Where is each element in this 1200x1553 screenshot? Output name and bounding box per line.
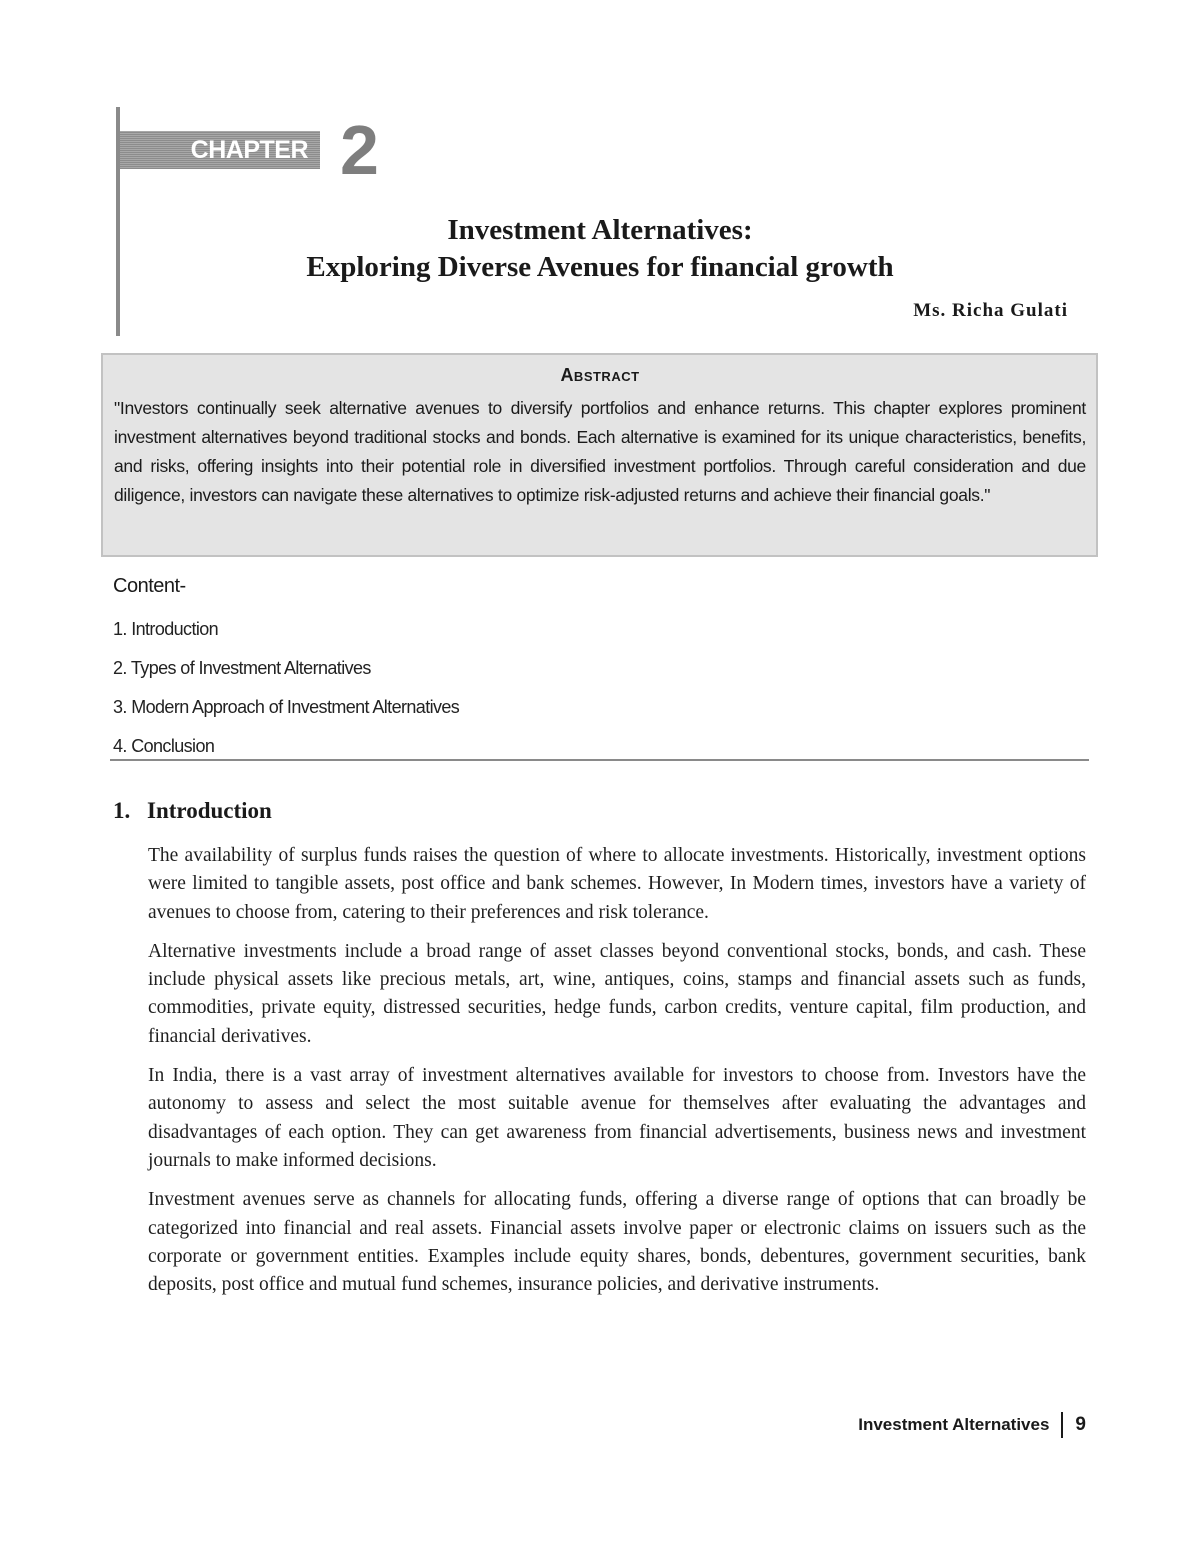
page-footer	[858, 1412, 1086, 1438]
section-title: Introduction	[147, 798, 272, 823]
body-paragraph: Investment avenues serve as channels for allocating funds, offering a diverse range of options that can broadly be categorized into financial and real assets. Financial assets involve paper or electronic claims on issuers such as the corporate or government entities. Examples include equity shares, bonds, debentures, government securities, bank deposits, post office and mutual fund schemes, insurance policies, and derivative instruments.	[148, 1189, 1086, 1296]
contents-list	[113, 615, 459, 771]
chapter-title-line1: Investment Alternatives:	[447, 214, 753, 246]
running-title: Investment Alternatives	[858, 1415, 1050, 1434]
chapter-label: CHAPTER	[120, 131, 320, 169]
contents-item: 1. Introduction	[113, 619, 219, 639]
contents-item: 4. Conclusion	[113, 736, 215, 756]
author-name: Ms. Richa Gulati	[913, 300, 1068, 321]
section-number: 1.	[113, 798, 131, 823]
abstract-box	[101, 353, 1098, 557]
contents-item: 2. Types of Investment Alternatives	[113, 658, 371, 678]
body-paragraph: Alternative investments include a broad range of asset classes beyond conventional stocks, bonds, and cash. These include physical assets like precious metals, art, wine, antiques, coins, stamps and financial assets such as funds, commodities, private equity, distressed securities, hedge funds, carbon credits, venture capital, film production, and financial derivatives.	[148, 940, 1086, 1047]
body-paragraph: The availability of surplus funds raises the question of where to allocate investments. Historically, investment options were limited to tangible assets, post office and bank schemes. However, In Modern times, investors have a variety of avenues to choose from, catering to their preferences and risk tolerance.	[148, 845, 1086, 923]
abstract-text: "Investors continually seek alternative avenues to diversify portfolios and enhance returns. This chapter explores prominent investment alternatives beyond traditional stocks and bonds. Each alternative is examined for its unique characteristics, benefits, and risks, offering insights into their potential role in diversified investment portfolios. Through careful consideration and due diligence, investors can navigate these alternatives to optimize risk-adjusted returns and achieve their financial goals."	[114, 398, 1086, 505]
section-heading	[113, 798, 272, 824]
contents-item: 3. Modern Approach of Investment Alternatives	[113, 697, 460, 717]
contents-divider	[110, 759, 1089, 761]
abstract-heading: Abstract	[560, 365, 640, 385]
chapter-number: 2	[340, 111, 379, 189]
page-number: 9	[1075, 1414, 1086, 1435]
chapter-title-line2: Exploring Diverse Avenues for financial growth	[306, 251, 894, 283]
footer-separator	[1061, 1412, 1063, 1438]
section-body	[148, 842, 1086, 1310]
contents-heading: Content-	[113, 575, 186, 597]
body-paragraph: In India, there is a vast array of investment alternatives available for investors to choose from. Investors have the autonomy to assess and select the most suitable avenue for themselves after evaluating the advantages and disadvantages of each option. They can get awareness from financial advertisements, business news and investment journals to make informed decisions.	[148, 1065, 1086, 1171]
